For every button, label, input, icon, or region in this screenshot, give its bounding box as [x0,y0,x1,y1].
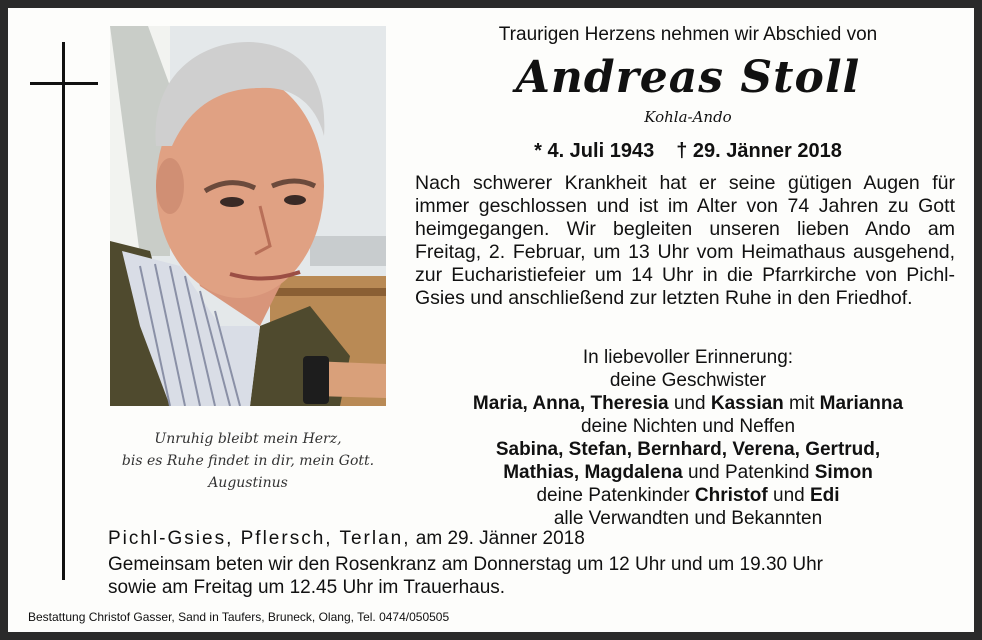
name-group: Maria, Anna, Theresia [472,393,669,414]
places-line [108,528,585,550]
connector: mit [789,393,815,414]
name-group: Christof [694,485,768,506]
name-group: Kassian [710,393,784,414]
rosary-line: Gemeinsam beten wir den Rosenkranz am Donnerstag um 12 Uhr und um 19.30 Uhr [108,554,823,575]
nieces-names [408,461,968,484]
places-date: am 29. Jänner 2018 [415,528,585,549]
rosary-line: sowie am Freitag um 12.45 Uhr im Trauerhaus. [108,577,506,598]
connector: und [673,393,706,414]
funeral-home-footer: Bestattung Christof Gasser, Sand in Taufers, Bruneck, Olang, Tel. 0474/050505 [28,610,450,624]
places-towns: Pichl-Gsies, Pflersch, Terlan, [108,528,411,549]
family-list [408,346,968,530]
cross-icon-bar [30,82,98,85]
connector: und [773,485,805,506]
connector: und Patenkind [687,462,810,483]
nieces-label: deine Nichten und Neffen [580,416,796,437]
godchildren-label: deine Patenkinder [536,485,690,506]
portrait-photo [110,26,386,406]
godchildren [408,484,968,507]
siblings-label: deine Geschwister [609,370,767,391]
siblings-names [408,392,968,415]
name-group: Edi [809,485,840,506]
death-date: † 29. Jänner 2018 [676,140,842,162]
quote-line: bis es Ruhe findet in dir, mein Gott. [121,453,375,469]
cross-icon [62,42,65,580]
name-group: Sabina, Stefan, Bernhard, Verena, Gertrud, [495,439,881,460]
intro-text: Traurigen Herzens nehmen wir Abschied von [498,24,878,45]
relatives: alle Verwandten und Bekannten [553,508,823,529]
portrait-image [110,26,386,406]
nickname: Kohla-Ando [644,108,732,126]
family-heading: In liebevoller Erinnerung: [582,347,794,368]
name-group: Marianna [819,393,904,414]
quote [110,428,386,494]
nieces-names [408,438,968,461]
deceased-name: Andreas Stoll [515,52,861,103]
rosary-info [108,553,958,599]
birth-date: * 4. Juli 1943 [534,140,655,162]
life-dates [408,140,968,163]
quote-line: Unruhig bleibt mein Herz, [154,431,342,447]
quote-author: Augustinus [208,475,288,491]
name-group: Mathias, Magdalena [503,462,683,483]
obituary-notice [8,8,974,632]
obituary-text: Nach schwerer Krankheit hat er seine gütigen Augen für immer geschlossen und ist im Alter von 74 Jahren zu Gott heimgegangen. Wir begleiten unseren lieben Ando am Freitag, 2. Februar, um 13 Uhr vom Heimathaus ausgehend, zur Eucharistiefeier um 14 Uhr in die Pfarrkirche von Pichl-Gsies und anschließend zur letzten Ruhe in den Friedhof. [415,172,955,309]
name-group: Simon [814,462,873,483]
